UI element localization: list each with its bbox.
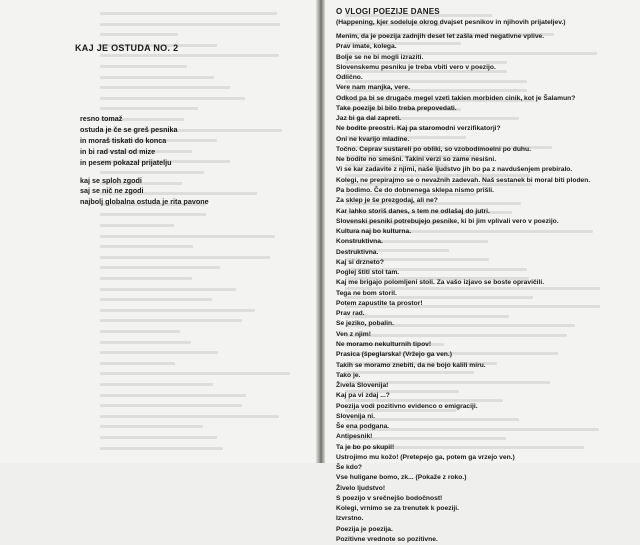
dialogue-line: Živelo ljudstvo! <box>336 484 386 492</box>
show-through-line <box>100 245 193 248</box>
poem-line: in pesem pokazal prijatelju <box>80 157 172 167</box>
dialogue-line: Kaj me brigajo polomljeni stoli. Za vašo izjavo se boste opravičili. <box>336 279 545 287</box>
dialogue-line: Živela Slovenija! <box>336 382 389 390</box>
left-page <box>0 0 316 463</box>
show-through-line <box>100 12 277 15</box>
dialogue-line: Kolegi, vrnimo se za trenutek k poeziji. <box>336 505 460 513</box>
poem-title: KAJ JE OSTUDA NO. 2 <box>75 43 179 53</box>
dialogue-line: Kultura naj bo kulturna. <box>336 228 412 236</box>
show-through-line <box>100 351 218 354</box>
book-gutter <box>316 0 325 463</box>
show-through-line <box>100 107 198 110</box>
dialogue-line: Kolegi, ne prepirajmo se o nevažnih zadevah. Naš sestanek bi moral biti ploden. <box>336 176 591 184</box>
dialogue-line: Slovenskemu pesniku je treba vbiti vero v poezijo. <box>336 63 496 71</box>
dialogue-line: Še ena podgana. <box>336 423 390 431</box>
dialogue-line: Slovenski pesniki potrebujejo pesnike, ki bi jim vplivali vero v poezijo. <box>336 217 559 225</box>
show-through-line <box>100 415 279 418</box>
show-through-line <box>100 341 191 344</box>
dialogue-line: Slovenija ni. <box>336 412 376 420</box>
dialogue-line: Prasica (špeglarska! (Vržejo ga ven.) <box>336 351 452 359</box>
poem-line: kaj se sploh zgodi <box>80 175 142 185</box>
poem-body <box>80 114 209 208</box>
dialogue-line: Še kdo? <box>336 464 363 472</box>
show-through-line <box>100 33 178 36</box>
dialogue-line: Ven z njim! <box>336 330 371 338</box>
dialogue-line: Prav rad. <box>336 310 365 318</box>
show-through-line <box>100 394 246 397</box>
show-through-line <box>100 298 212 301</box>
dialogue-line: Prav imate, kolega. <box>336 43 397 51</box>
dialogue-line: Poglej štiti stol tam. <box>336 269 400 277</box>
dialogue-line: Poezija je poezija. <box>336 525 393 533</box>
dialogue-line: Vi se kar zadavite z njimi, naše ljudstvo jih bo pa z navdušenjem prebiralo. <box>336 166 573 174</box>
poem-line: ostuda je če se greš pesnika <box>80 124 178 134</box>
poem-line: in bi rad vstal od mize <box>80 146 156 156</box>
dialogue-line: Oni ne kvarijo mladine. <box>336 135 410 143</box>
poem-line: resno tomaž <box>80 114 123 123</box>
poem-line: najbolj globalna ostuda je rita pavone <box>80 197 209 207</box>
dialogue-line: Antipesnik! <box>336 433 373 441</box>
dialogue-line: Ne moramo nekulturnih tipov! <box>336 340 432 348</box>
dialogue-line: Jaz bi ga dal zapreti. <box>336 115 402 123</box>
dialogue-line: Tako je. <box>336 371 361 379</box>
poem-line: saj se nič ne zgodi <box>80 186 144 196</box>
dialogue-line: Ne bodite no smešni. Takini verzi so zame nesišni. <box>336 156 497 164</box>
show-through-line <box>100 404 242 407</box>
dialogue-line: Kaj pa vi zdaj ...? <box>336 392 390 400</box>
show-through-line <box>100 76 214 79</box>
show-through-line <box>100 425 203 428</box>
dialogue-line: Odlično. <box>336 74 363 82</box>
dialogue-line: Ne bodite preostri. Kaj pa staromodni verzifikatorji? <box>336 125 501 133</box>
poem-line: in moraš tiskati do konca <box>80 135 167 145</box>
dialogue-line: Se jeziko, pobalin. <box>336 320 394 328</box>
dialogue-line: Takih se moramo znebiti, da ne bojo kalili miru. <box>336 361 486 369</box>
dialogue-line: Pa bodimo. Če do dobnenega sklepa nismo prišli. <box>336 186 494 194</box>
dialogue-line: Ustrojimo mu kožo! (Pretepejo ga, potem ga vrzejo ven.) <box>336 453 515 461</box>
show-through-line <box>100 23 280 26</box>
dialogue-line: Za sklep je še prezgodaj, ali ne? <box>336 197 438 205</box>
dialogue-line: Kar lahko storiš danes, s tem ne odlašaj do jutri. <box>336 207 490 215</box>
show-through-line <box>100 383 213 386</box>
show-through-line <box>100 372 290 375</box>
dialogue-line: Vse huligane bomo, zk... (Pokaže z roko.) <box>336 474 467 482</box>
show-through-line <box>100 447 223 450</box>
dialogue-line: Bolje se ne bi mogli izraziti. <box>336 53 424 61</box>
dialogue-line: Točno. Ceprav sustareli po obliki, so vzobodimoelni po duhu. <box>336 145 531 153</box>
show-through-line <box>100 224 174 227</box>
article-title: O VLOGI POEZIJE DANES <box>336 7 440 16</box>
show-through-line <box>100 362 175 365</box>
show-through-line <box>100 65 187 68</box>
show-through-line <box>100 97 245 100</box>
dialogue-line: Odkod pa bi se drugače megel vzeti takien morbiden cinik, kot je Šalamun? <box>336 94 576 102</box>
dialogue-line: Menim, da je poezija zadnjih deset let zašla med negativne vplive. <box>336 33 545 40</box>
dialogue-line: Ta je bo po skupil! <box>336 443 395 451</box>
dialogue-line: Pozitivne vrednote so pozitivne. <box>336 536 438 544</box>
dialogue-line: Destruktivna. <box>336 248 379 256</box>
dialogue-line: Vere nam manjka, vere. <box>336 84 410 92</box>
show-through-line <box>100 86 230 89</box>
dialogue-line: Konstruktivna. <box>336 238 383 246</box>
dialogue-line: S poezijo v srečnejšo bodočnost! <box>336 494 443 502</box>
show-through-text <box>0 0 316 463</box>
dialogue-line: Kaj si drzneto? <box>336 258 384 266</box>
dialogue-line: Take poezije bi bilo treba prepovedati. <box>336 104 457 112</box>
show-through-line <box>100 288 236 291</box>
dialogue-line: Poezija vodi pozitivno evidenco o emigraciji. <box>336 402 478 410</box>
article-subtitle: (Happening, kjer sodeluje okrog dvajset pesnikov in njihovih prijateljev.) <box>336 19 566 26</box>
show-through-line <box>100 54 279 57</box>
dialogue-line: Potem zapustite ta prostor! <box>336 299 423 307</box>
dialogue-line: Izvrstno. <box>336 515 364 523</box>
show-through-line <box>100 213 206 216</box>
show-through-line <box>100 256 270 259</box>
dialogue-text <box>336 32 634 545</box>
stanza-break <box>80 169 209 176</box>
show-through-line <box>100 266 220 269</box>
show-through-line <box>100 277 192 280</box>
dialogue-line: Tega ne bom storil. <box>336 289 397 297</box>
show-through-line <box>100 436 217 439</box>
show-through-line <box>100 235 275 238</box>
show-through-line <box>100 330 180 333</box>
show-through-line <box>100 309 255 312</box>
show-through-line <box>100 319 242 322</box>
